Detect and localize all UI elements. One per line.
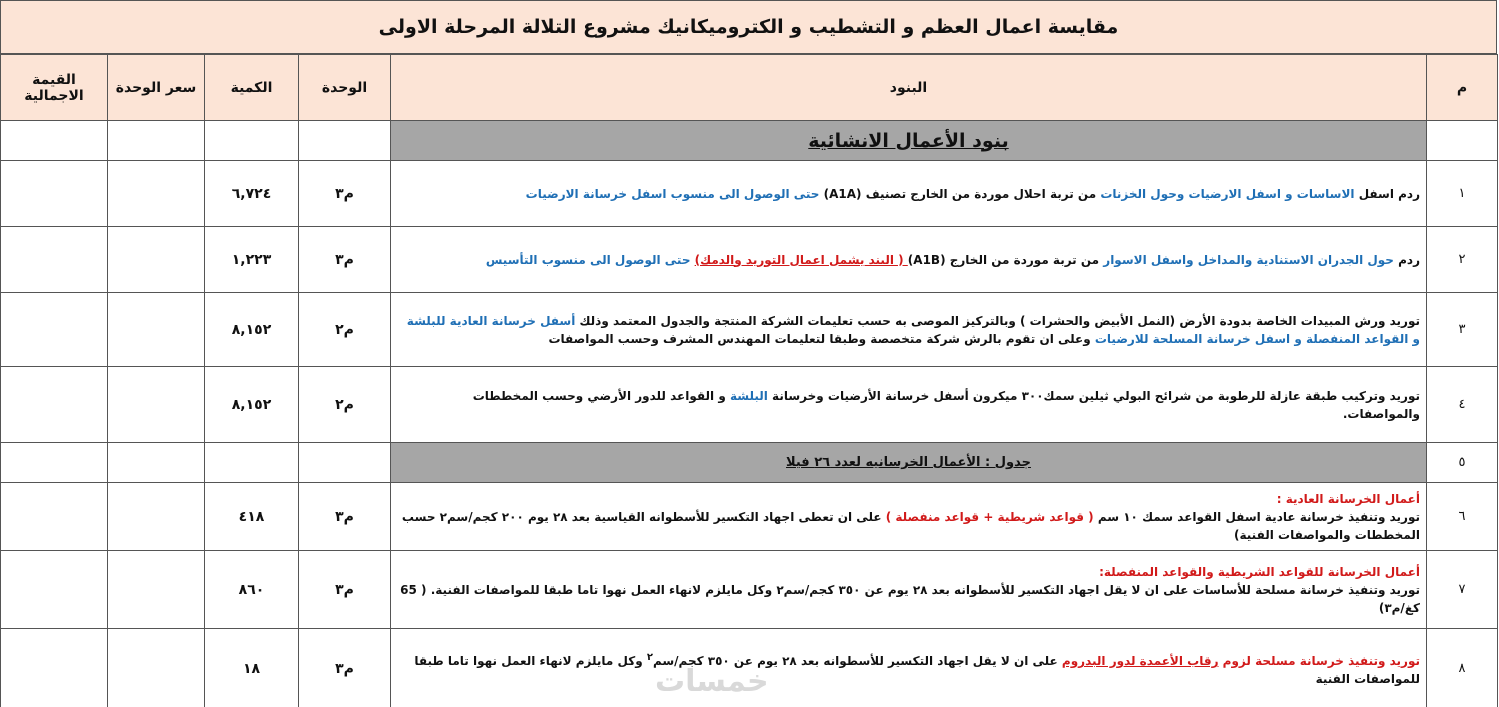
row-number-cell[interactable]: ٢: [1427, 227, 1498, 293]
description-cell[interactable]: [391, 367, 1427, 443]
row-number-cell[interactable]: ٧: [1427, 551, 1498, 629]
unit-price-cell[interactable]: [108, 629, 205, 707]
desc-text: توريد وتنفيذ خرسانة عادية اسفل القواعد سمك ١٠ سم: [1093, 509, 1420, 524]
unit-cell[interactable]: م٢: [299, 293, 391, 367]
unit-cell[interactable]: م٢: [299, 367, 391, 443]
section-title-cell[interactable]: بنود الأعمال الانشائية: [391, 121, 1427, 161]
unit-price-cell[interactable]: [108, 483, 205, 551]
header-unit-price[interactable]: سعر الوحدة: [108, 55, 205, 121]
unit-price-cell[interactable]: [108, 161, 205, 227]
description-cell[interactable]: [391, 293, 1427, 367]
header-number[interactable]: م: [1427, 55, 1498, 121]
unit-price-cell[interactable]: [108, 227, 205, 293]
unit-price-cell[interactable]: [108, 367, 205, 443]
desc-text: ردم: [1393, 252, 1420, 267]
table-row: [1, 227, 1498, 293]
desc-text: وعلى ان تقوم بالرش شركة متخصصة وطبقا لتعليمات المهندس المشرف وحسب المواصفات: [548, 331, 1095, 346]
cell[interactable]: [1, 443, 108, 483]
subsection-row: [1, 443, 1498, 483]
cell[interactable]: [1427, 121, 1498, 161]
row-number-cell[interactable]: ١: [1427, 161, 1498, 227]
description-cell[interactable]: [391, 161, 1427, 227]
unit-cell[interactable]: م٣: [299, 629, 391, 707]
desc-highlight: حتى الوصول الى منسوب اسفل خرسانة الارضيات: [525, 186, 824, 201]
row-number-cell[interactable]: ٦: [1427, 483, 1498, 551]
unit-price-cell[interactable]: [108, 293, 205, 367]
row-number-cell[interactable]: ٤: [1427, 367, 1498, 443]
unit-cell[interactable]: م٣: [299, 551, 391, 629]
superscript: ٢: [646, 652, 653, 663]
desc-text: وكل مايلزم لانهاء العمل نهوا تاما طبقا للمواصفات الفنية: [414, 654, 1420, 686]
total-cell[interactable]: [1, 161, 108, 227]
cell[interactable]: [299, 443, 391, 483]
sheet-title-text: مقايسة اعمال العظم و التشطيب و الكتروميكانيك مشروع التلالة المرحلة الاولى: [378, 16, 1119, 38]
description-cell[interactable]: [391, 551, 1427, 629]
desc-heading: أعمال الخرسانة العادية :: [1276, 491, 1420, 506]
desc-text: توريد وتنفيذ خرسانة مسلحة للأساسات على ان لا يقل اجهاد التكسير للأسطوانه بعد ٢٨ يوم عن ٣٥٠ كجم/سم٢ وكل مايلزم لانهاء العمل نهوا تاما طبقا للمواصفات الفنية. ( 65 كغ/م٣): [400, 582, 1420, 615]
total-cell[interactable]: [1, 551, 108, 629]
unit-price-cell[interactable]: [108, 551, 205, 629]
quantity-cell[interactable]: ٦,٧٢٤: [205, 161, 299, 227]
desc-text: ردم اسفل: [1354, 186, 1420, 201]
total-cell[interactable]: [1, 483, 108, 551]
watermark-logo: خمسات: [655, 664, 769, 699]
unit-cell[interactable]: م٣: [299, 483, 391, 551]
desc-text: و القواعد للدور الأرضي وحسب المخططات والمواصفات.: [472, 388, 1420, 421]
table-row: [1, 293, 1498, 367]
desc-text: من تربة موردة من الخارج: [945, 252, 1104, 267]
subsection-title-cell[interactable]: جدول : الأعمال الخرسانيه لعدد ٢٦ فيلا: [391, 443, 1427, 483]
quantity-cell[interactable]: ٨٦٠: [205, 551, 299, 629]
total-cell[interactable]: [1, 227, 108, 293]
quantity-cell[interactable]: ٤١٨: [205, 483, 299, 551]
desc-heading: أعمال الخرسانة للقواعد الشريطية والقواعد المنفصلة:: [1099, 564, 1420, 579]
header-unit[interactable]: الوحدة: [299, 55, 391, 121]
table-row: [1, 161, 1498, 227]
quantity-cell[interactable]: ١٨: [205, 629, 299, 707]
desc-highlight: الاساسات و اسفل الارضيات وحول الخزنات: [1100, 186, 1355, 201]
desc-text: على ان تعطى اجهاد التكسير للأسطوانه القياسية بعد ٢٨ يوم ٢٠٠ كجم/سم٢ حسب المخططات والمواصفات الفنية): [401, 509, 1420, 542]
table-row: [1, 551, 1498, 629]
unit-cell[interactable]: م٣: [299, 227, 391, 293]
quantity-cell[interactable]: ١,٢٢٣: [205, 227, 299, 293]
desc-highlight: أسفل خرسانة العادية للبلشة و القواعد المنفصلة و اسفل خرسانة المسلحة للارضيات: [406, 313, 1420, 346]
unit-cell[interactable]: م٣: [299, 161, 391, 227]
desc-note-red: توريد وتنفيذ خرسانة مسلحة لزوم: [1218, 654, 1420, 668]
cell[interactable]: [205, 443, 299, 483]
quantity-cell[interactable]: ٨,١٥٢: [205, 367, 299, 443]
header-items[interactable]: البنود: [391, 55, 1427, 121]
header-quantity[interactable]: الكمية: [205, 55, 299, 121]
soil-class-code: (A1A): [823, 186, 862, 201]
row-number-cell[interactable]: ٣: [1427, 293, 1498, 367]
bill-of-quantities-table: [0, 54, 1498, 707]
desc-note-red: ( قواعد شريطية + قواعد منفصلة ): [885, 509, 1094, 524]
header-total[interactable]: القيمة الاجمالية: [1, 55, 108, 121]
desc-highlight: حتى الوصول الى منسوب التأسيس: [485, 252, 695, 267]
row-number-cell[interactable]: ٨: [1427, 629, 1498, 707]
cell[interactable]: [108, 121, 205, 161]
description-cell[interactable]: [391, 629, 1427, 707]
cell[interactable]: [205, 121, 299, 161]
cell[interactable]: [299, 121, 391, 161]
total-cell[interactable]: [1, 629, 108, 707]
total-cell[interactable]: [1, 367, 108, 443]
desc-note-red: رقاب الأعمدة لدور البدروم: [1061, 654, 1219, 668]
cell[interactable]: [1, 121, 108, 161]
desc-text: من تربة احلال موردة من الخارج تصنيف: [861, 186, 1101, 201]
description-cell[interactable]: [391, 483, 1427, 551]
desc-text: توريد وتركيب طبقة عازلة للرطوبة من شرائح البولي ثيلين سمك٣٠٠ ميكرون أسفل خرسانة الأرضيات وخرسانة: [767, 388, 1420, 403]
desc-highlight: البلشة: [729, 388, 768, 403]
table-row: [1, 483, 1498, 551]
quantity-cell[interactable]: ٨,١٥٢: [205, 293, 299, 367]
desc-note-red: ( البند يشمل اعمال التوريد والدمك): [694, 252, 908, 267]
row-number-cell[interactable]: ٥: [1427, 443, 1498, 483]
soil-class-code: (A1B): [907, 252, 946, 267]
header-row: [1, 55, 1498, 121]
table-row: [1, 367, 1498, 443]
desc-text: على ان لا يقل اجهاد التكسير للأسطوانه بعد ٢٨ يوم عن ٣٥٠ كجم/سم: [652, 654, 1062, 668]
desc-text: توريد ورش المبيدات الخاصة بدودة الأرض (النمل الأبيض والحشرات ) وبالتركيز الموصى به حسب تعليمات الشركة المنتجة والجدول المعتمد وذلك: [575, 313, 1420, 328]
sheet-title[interactable]: [0, 0, 1497, 54]
description-cell[interactable]: [391, 227, 1427, 293]
cell[interactable]: [108, 443, 205, 483]
desc-highlight: حول الجدران الاستنادية والمداخل واسفل الاسوار: [1103, 252, 1394, 267]
section-row: [1, 121, 1498, 161]
total-cell[interactable]: [1, 293, 108, 367]
